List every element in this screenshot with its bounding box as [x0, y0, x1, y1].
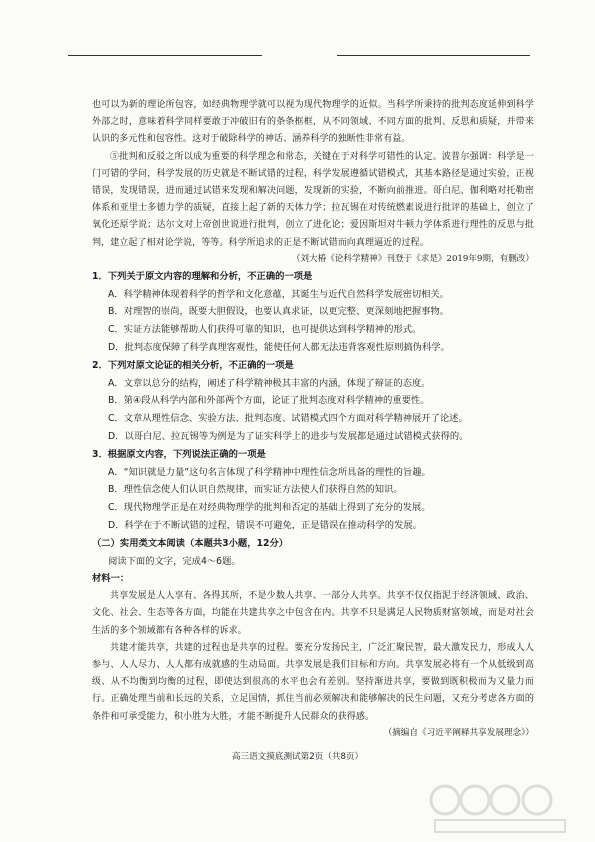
passage-paragraph-5: ⑤批判和反驳之所以成为重要的科学理念和常态，关键在于对科学可错性的认定。波普尔强调：科学是一门可错的学问，科学发展的历史就是不断试错的过程，科学发展遵循试错模式，其基本路径是通过实验，正视错误，发现错误，进而通过试错来发现和解决问题，发现新的实验，不断向前推进。哥白尼、伽利略对托勒密体系和亚里士多德力学的质疑，直接上起了新的天体力学；拉瓦锡在对传统燃素说进行批评的基础上，创立了氧化还原学说；达尔文对上帝创世说进行批判，创立了进化论；爱因斯坦对牛顿力学体系进行理性的反思与批判，建立起了相对论学说，等等。科学所追求的正是不断试错而向真理逼近的过程。 — [92, 151, 534, 248]
question-stem: 3．根据原文内容，下列说法正确的一项是 — [92, 448, 266, 460]
watermark-logo-icon — [425, 778, 575, 838]
question-stem: 1．下列关于原文内容的理解和分析，不正确的一项是 — [92, 270, 313, 282]
option-a: A．“知识就是力量”这句名言体现了科学精神中理性信念所具备的理性的旨趣。 — [108, 466, 431, 478]
question-stem: 2．下列对原文论证的相关分析，不正确的一项是 — [92, 359, 294, 371]
option-d: D．科学在于不断试错的过程，错误不可避免，正是错误在推动科学的发展。 — [108, 519, 422, 531]
section-heading: （二）实用类文本阅读（本题共3小题，12分） — [92, 537, 289, 549]
page-footer: 高三语文摸底测试第2页（共8页） — [231, 752, 364, 762]
question-3 — [92, 446, 534, 535]
option-a: A．文章以总分的结构，阐述了科学精神极其丰富的内涵，体现了辩证的态度。 — [108, 377, 431, 389]
question-1 — [92, 268, 534, 357]
option-d: D．批判态度保障了科学真理客观性，能使任何人都无法违背客观性原则搞伪科学。 — [108, 342, 450, 354]
material-paragraph-2: 共建才能共享，共建的过程也是共享的过程。要充分发扬民主，广泛汇聚民智，最大激发民力，形成人人参与、人人尽力、人人都有成就感的生动局面。共享发展是我们目标和方向。共享发展必将有一个从低级到高级、从不均衡到均衡的过程，即使达到很高的水平也会有差别。坚持渐进共享，要做到既积极而为又量力而行。正确处理当前和长远的关系，立足国情，抓住当前必须解决和能够解决的民生问题，又充分考虑各方面的条件和可承受能力，积小胜为大胜，才能不断提升人民群众的获得感。 — [92, 642, 534, 722]
option-d: D．以哥白尼、拉瓦锡等为例是为了证实科学上的进步与发展都是通过试错模式获得的。 — [108, 431, 469, 442]
option-b: B．理性信念使人们认识自然规律，而实证方法使人们获得自然的知识。 — [108, 484, 403, 496]
name-blank-line — [68, 55, 262, 56]
option-c: C．文章从理性信念、实验方法、批判态度、试错模式四个方面对科学精神展开了论述。 — [108, 413, 468, 425]
material-paragraph-1: 共享发展是人人享有、各得其所，不是少数人共享、一部分人共享。共享不仅仅指泥于经济领域、政治、文化、社会、生态等各方面，均能在共建共享之中包含在内。共享不只是满足人民物质财富领域，而是对社会生活的多个领域都有各种各样的诉求。 — [92, 591, 534, 636]
option-b: B．对理智的崇尚，既要大胆假设，也要认真求证，以更完整、更深刻地把握事物。 — [108, 306, 450, 318]
id-blank-line — [337, 55, 530, 56]
passage-source: （刘大椿《论科学精神》刊登于《求是》2019年9期，有删改） — [291, 253, 534, 264]
question-2 — [92, 357, 534, 446]
section-instruction: 阅读下面的文字，完成4～6题。 — [108, 555, 241, 567]
option-c: C．实证方法能够帮助人们获得可靠的知识，也可提供达到科学精神的形式。 — [108, 324, 422, 336]
option-a: A．科学精神体现着科学的哲学和文化意蕴，其诞生与近代自然科学发展密切相关。 — [108, 288, 450, 300]
material-source: （摘编自《习近平阐释共享发展理念》） — [383, 727, 534, 738]
passage-continuation: 也可以为新的理论所包容，如经典物理学就可以视为现代物理学的近似。当科学所秉持的批判态度延伸到科学外部之时，意味着科学同样要敢于冲破旧有的条条框框，从不同领域、不同方面的批判、反思和质疑，并带来认识的多元性和包容性。这对于破除科学的神话、涵养科学的独断性非常有益。 — [92, 100, 534, 145]
option-c: C．现代物理学正是在对经典物理学的批判和否定的基础上得到了充分的发展。 — [108, 502, 431, 514]
material-label: 材料一： — [92, 573, 130, 585]
option-b: B．第④段从科学内部和外部两个方面，论证了批判态度对科学精神的重要性。 — [108, 395, 430, 407]
page-content — [92, 97, 534, 742]
